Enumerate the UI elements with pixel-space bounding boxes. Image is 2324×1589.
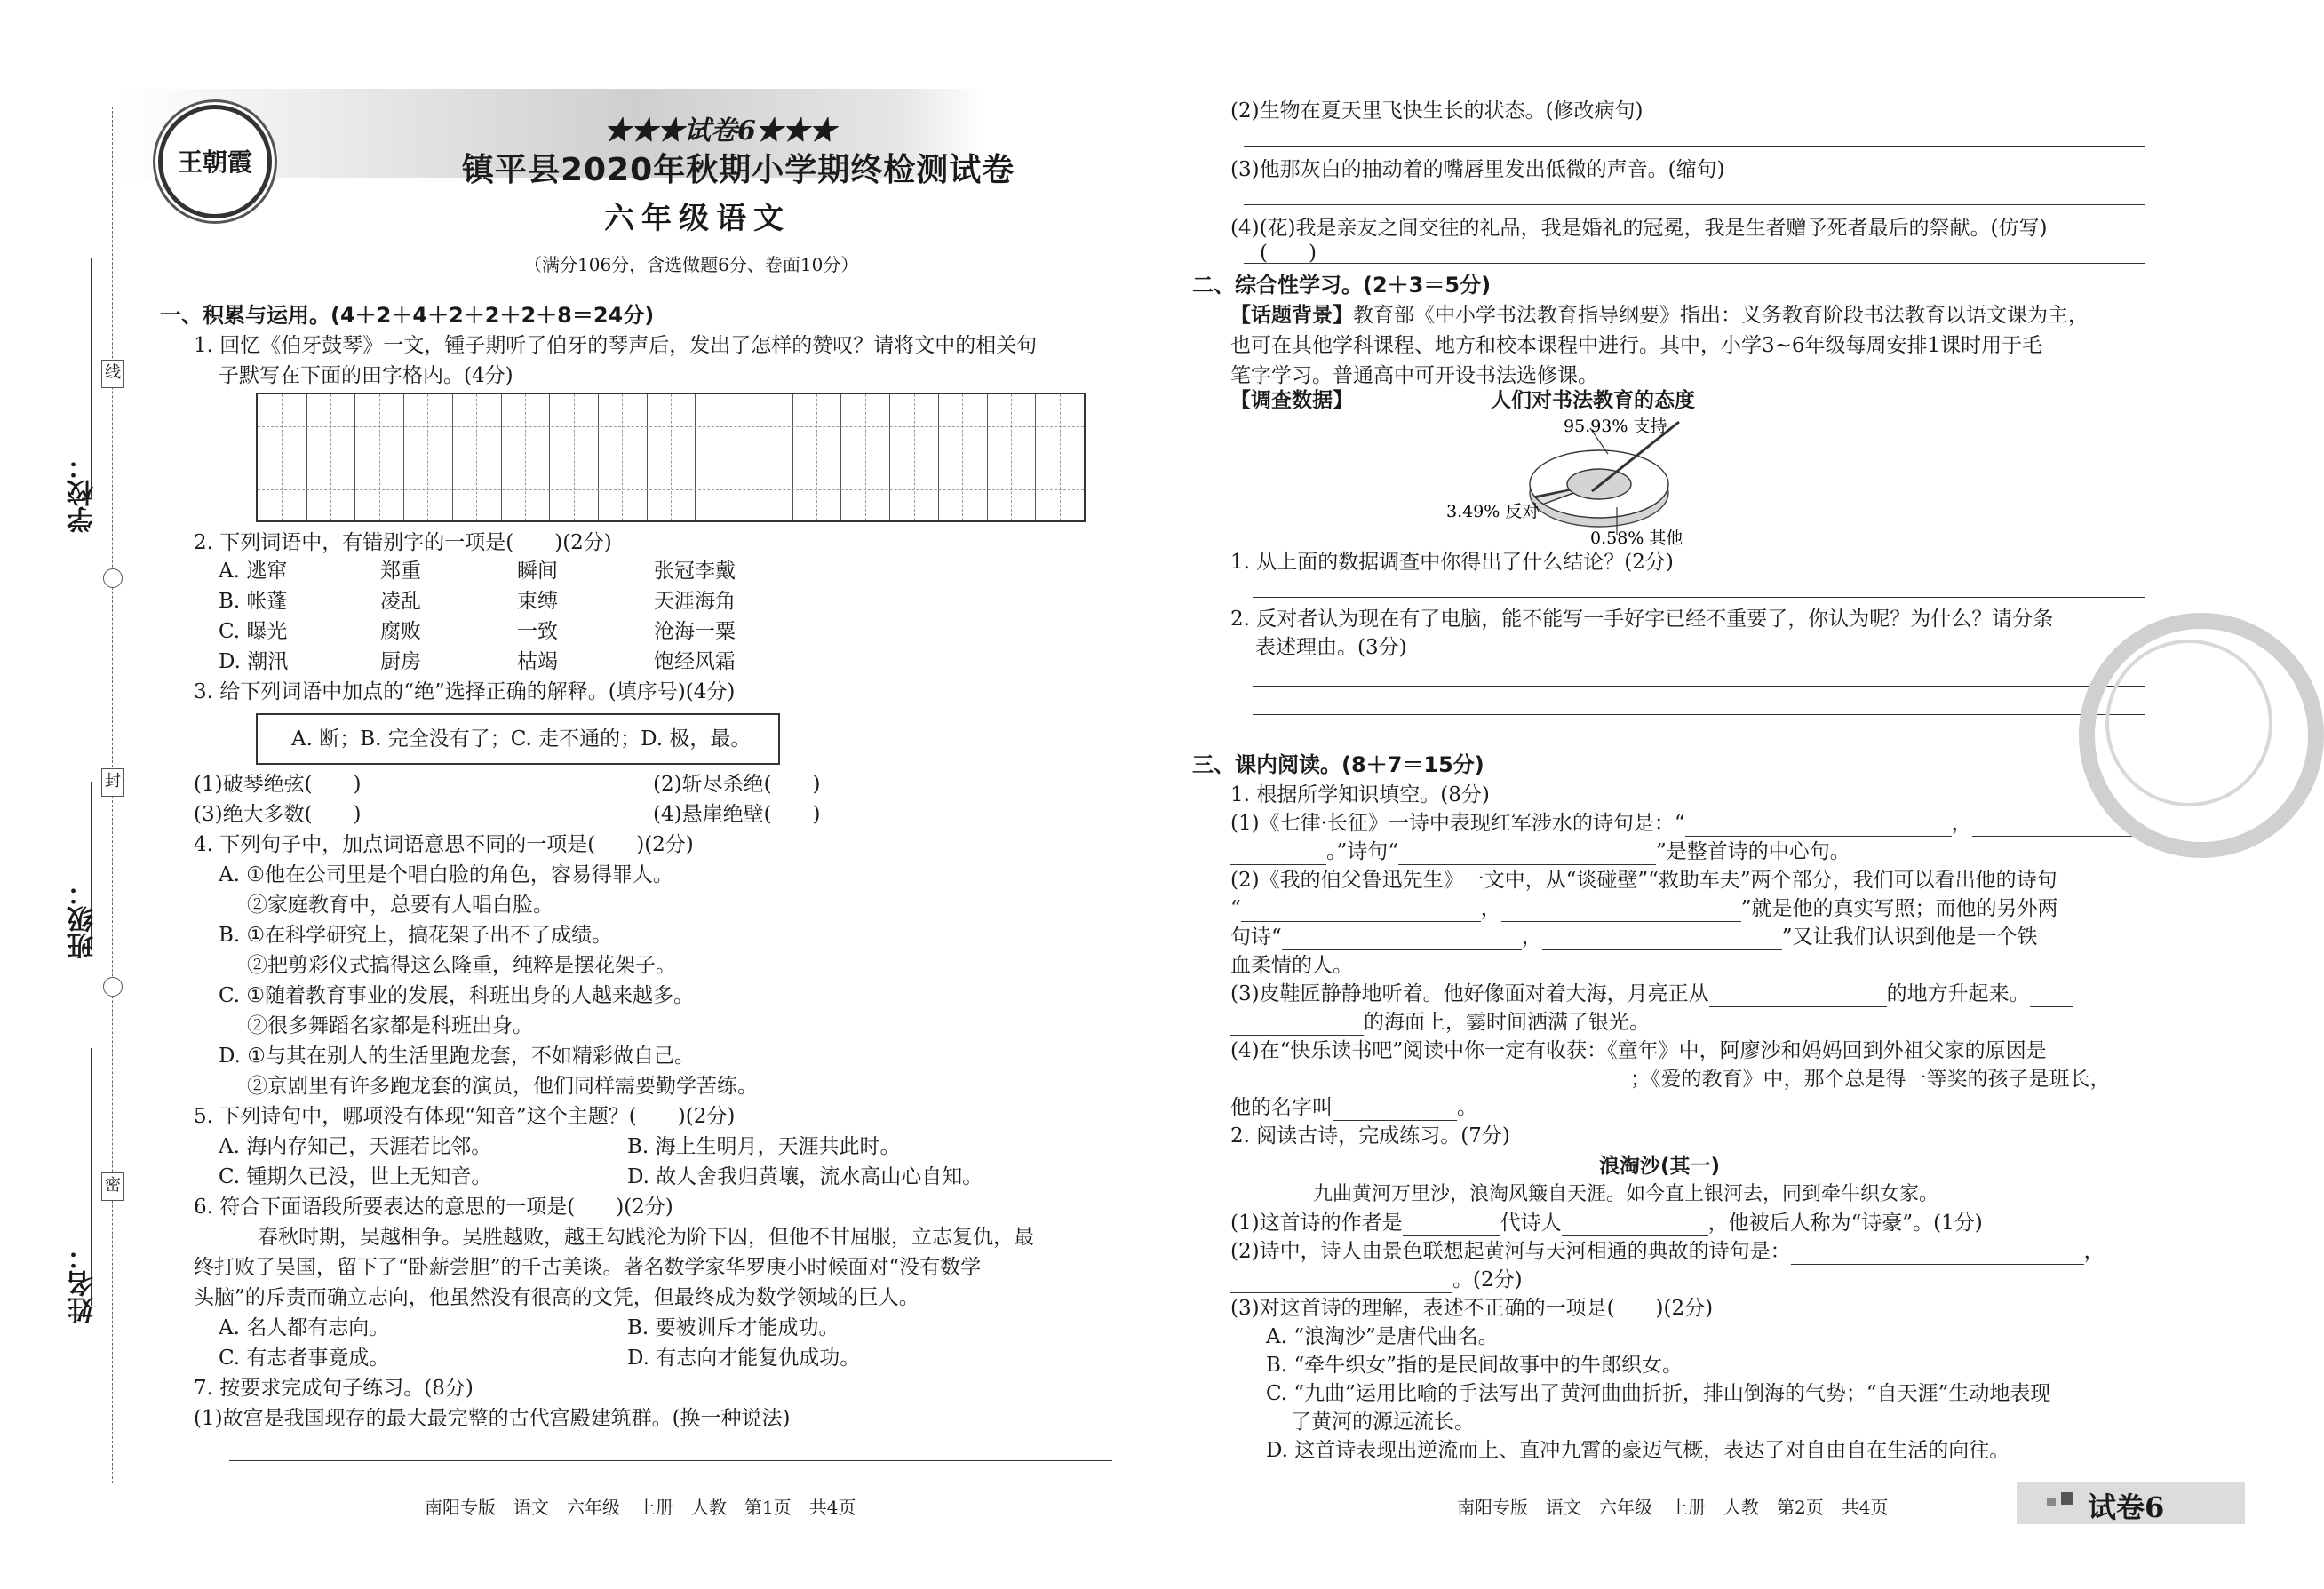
q5-opt: D. 故人舍我归黄壤，流水高山心自知。 bbox=[627, 1165, 983, 1188]
fill-blank[interactable] bbox=[1709, 987, 1887, 1007]
q6-passage: 终打败了吴国，留下了“卧薪尝胆”的千古美谈。著名数学家华罗庚小时候面对“没有数学 bbox=[194, 1256, 982, 1279]
text: ”又让我们认识到他是一个铁 bbox=[1781, 926, 2038, 949]
text: 句诗“ bbox=[1230, 926, 1282, 949]
q3-item[interactable]: (1)破琴绝弦( ) bbox=[194, 773, 362, 796]
q2-opt: 厨房 bbox=[380, 650, 421, 673]
pie-label-support: 95.93% 支持 bbox=[1564, 417, 1667, 436]
grid-guide-line bbox=[962, 394, 963, 520]
poem-q3-opt: A. “浪淘沙”是唐代曲名。 bbox=[1266, 1325, 1499, 1348]
fill-blank[interactable] bbox=[1398, 845, 1656, 865]
grid-guide-line bbox=[525, 394, 526, 520]
fill-blank[interactable] bbox=[1685, 816, 1952, 837]
reading-q1-2b bbox=[1230, 895, 2058, 922]
grid-guide-line bbox=[1011, 394, 1012, 520]
reading-q1-4b bbox=[1230, 1066, 2111, 1092]
q7-1-text: (1)故宫是我国现存的最大最完整的古代宫殿建筑群。(换一种说法) bbox=[194, 1407, 791, 1430]
poem-q2b bbox=[1230, 1267, 1523, 1293]
q6-opt: C. 有志者事竟成。 bbox=[219, 1347, 390, 1370]
chart-title: 人们对书法教育的态度 bbox=[1491, 389, 1695, 412]
grid-column-line bbox=[403, 394, 404, 520]
logo-text: 王朝霞 bbox=[177, 147, 252, 177]
q5-opt: A. 海内存知己，天涯若比邻。 bbox=[219, 1135, 492, 1158]
q4-line: ②京剧里有许多跑龙套的演员，他们同样需要勤学苦练。 bbox=[247, 1075, 758, 1098]
grid-column-line bbox=[598, 394, 599, 520]
grid-column-line bbox=[987, 394, 988, 520]
q3-item[interactable]: (2)斩尽杀绝( ) bbox=[653, 773, 821, 796]
grid-guide-line bbox=[282, 394, 283, 520]
q2-opt: 天涯海角 bbox=[654, 590, 736, 613]
grid-guide-line bbox=[816, 394, 817, 520]
background-line: 也可在其他学科课程、地方和校本课程中进行。其中，小学3~6年级每周安排1课时用于毛 bbox=[1230, 334, 2043, 357]
q4-line: C. ①随着教育事业的发展，科班出身的人越来越多。 bbox=[219, 984, 695, 1007]
poem-q2 bbox=[1230, 1238, 2105, 1265]
q7-text: 7. 按要求完成句子练习。(8分) bbox=[194, 1377, 474, 1400]
q2-opt: 张冠李戴 bbox=[654, 560, 736, 583]
class-label: 班级： bbox=[68, 879, 99, 959]
fill-blank[interactable] bbox=[1791, 1244, 2084, 1265]
q7-2-text: (2)生物在夏天里飞快生长的状态。(修改病句) bbox=[1230, 99, 1644, 123]
grid-guide-line bbox=[914, 394, 915, 520]
q3-definitions: A. 断；B. 完全没有了；C. 走不通的；D. 极，最。 bbox=[291, 727, 752, 751]
grid-guide-line bbox=[574, 394, 575, 520]
fill-blank[interactable] bbox=[1403, 1216, 1500, 1236]
subject-title: 六年级语文 bbox=[604, 201, 791, 236]
text: (2)诗中，诗人由景色联想起黄河与天河相通的典故的诗句是： bbox=[1230, 1240, 1791, 1263]
q2-opt: 瞬间 bbox=[517, 560, 558, 583]
footer-right: 南阳专版 语文 六年级 上册 人教 第2页 共4页 bbox=[1457, 1497, 1889, 1518]
fill-blank[interactable] bbox=[1230, 1273, 1452, 1293]
answer-line[interactable] bbox=[229, 1460, 1112, 1461]
tianzige-grid[interactable] bbox=[256, 393, 1086, 522]
q2-opt: 一致 bbox=[517, 620, 558, 643]
q3-item[interactable]: (4)悬崖绝壁( ) bbox=[653, 803, 821, 826]
answer-line[interactable] bbox=[1253, 686, 2145, 687]
reading-q1-2: (2)《我的伯父鲁迅先生》一文中，从“谈碰壁”“救助车夫”两个部分，我们可以看出他的诗句 bbox=[1230, 869, 2057, 892]
reading-q1-3b bbox=[1230, 1009, 1650, 1036]
text: (1)这首诗的作者是 bbox=[1230, 1212, 1403, 1235]
grid-guide-line bbox=[671, 394, 672, 520]
pie-label-other: 0.58% 其他 bbox=[1590, 528, 1683, 548]
q6-passage: 春秋时期，吴越相争。吴胜越败，越王勾践沦为阶下囚，但他不甘屈服，立志复仇，最 bbox=[258, 1226, 1034, 1249]
answer-line[interactable] bbox=[1244, 204, 2145, 205]
reading-q1-4: (4)在“快乐读书吧”阅读中你一定有收获：《童年》中，阿廖沙和妈妈回到外祖父家的原因是 bbox=[1230, 1039, 2047, 1062]
grid-guide-line bbox=[1060, 394, 1061, 520]
data-label: 【调查数据】 bbox=[1230, 388, 1353, 412]
text: (1)《七律·长征》一诗中表现红军涉水的诗句是：“ bbox=[1230, 812, 1685, 835]
answer-line[interactable] bbox=[1253, 714, 2145, 715]
tab-square-icon bbox=[2061, 1492, 2073, 1505]
q7-4-text: (4)(花)我是亲友之间交往的礼品，我是婚礼的冠冕，我是生者赠予死者最后的祭献。(仿写) bbox=[1230, 217, 2048, 240]
q2-opt: 束缚 bbox=[517, 590, 558, 613]
watermark-seal-inner bbox=[2105, 640, 2272, 806]
comp-q2-text-2: 表述理由。(3分) bbox=[1255, 636, 1407, 659]
paper-tab-badge bbox=[2017, 1482, 2245, 1524]
seal-mark-seal: 封 bbox=[101, 768, 124, 797]
q6-passage: 头脑”的斥责而确立志向，他虽然没有很高的文凭，但最终成为数学领域的巨人。 bbox=[194, 1286, 919, 1309]
q5-opt: B. 海上生明月，天涯共此时。 bbox=[627, 1135, 901, 1158]
reading-q1-1 bbox=[1230, 810, 2141, 837]
comp-q2-text: 2. 反对者认为现在有了电脑，能不能写一手好字已经不重要了，你认为呢？为什么？请分条 bbox=[1230, 608, 2054, 631]
q6-text: 6. 符合下面语段所要表达的意思的一项是( )(2分) bbox=[194, 1196, 673, 1219]
school-label: 学校： bbox=[68, 453, 99, 533]
background-text bbox=[1230, 302, 2089, 329]
fill-blank[interactable] bbox=[1230, 1015, 1364, 1036]
background-line: 笔字学习。普通高中可开设书法选修课。 bbox=[1230, 364, 1598, 387]
q2-opt: A. 逃窜 bbox=[219, 560, 288, 583]
q4-text: 4. 下列句子中，加点词语意思不同的一项是( )(2分) bbox=[194, 833, 694, 856]
q4-line: ②很多舞蹈名家都是科班出身。 bbox=[247, 1014, 533, 1037]
q2-opt: 腐败 bbox=[380, 620, 421, 643]
brand-logo bbox=[158, 105, 272, 218]
text: ， bbox=[1521, 926, 1542, 949]
fill-blank[interactable] bbox=[1562, 1216, 1708, 1236]
grid-guide-line bbox=[330, 394, 331, 520]
q3-definition-box bbox=[256, 713, 780, 765]
reading-q1-2c bbox=[1230, 924, 2038, 950]
q6-opt: D. 有志向才能复仇成功。 bbox=[627, 1347, 861, 1370]
grid-column-line bbox=[1035, 394, 1036, 520]
pie-label-oppose: 3.49% 反对 bbox=[1446, 502, 1540, 521]
grid-column-line bbox=[840, 394, 841, 520]
tab-square-icon bbox=[2047, 1498, 2056, 1506]
text: ， bbox=[2083, 1240, 2105, 1263]
binding-hole-icon bbox=[103, 568, 123, 588]
q6-opt: B. 要被训斥才能成功。 bbox=[627, 1316, 840, 1339]
fill-blank[interactable] bbox=[2030, 987, 2073, 1007]
grid-column-line bbox=[695, 394, 696, 520]
poem-q1 bbox=[1230, 1210, 1983, 1236]
grid-column-line bbox=[792, 394, 793, 520]
q5-text: 5. 下列诗句中，哪项没有体现“知音”这个主题？( )(2分) bbox=[194, 1105, 736, 1128]
paper-series: ★★★试卷6★★★ bbox=[604, 115, 836, 147]
name-label: 姓名： bbox=[68, 1243, 99, 1323]
section-2-title: 二、综合性学习。(2＋3＝5分) bbox=[1192, 273, 1492, 298]
text: ”就是他的真实写照；而他的另外两 bbox=[1740, 897, 2058, 920]
fill-blank[interactable] bbox=[1282, 930, 1522, 950]
grid-guide-line bbox=[865, 394, 866, 520]
poem-text: 九曲黄河万里沙，浪淘风簸自天涯。如今直上银河去，同到牵牛织女家。 bbox=[1313, 1183, 1939, 1205]
text: “ bbox=[1230, 897, 1241, 920]
reading-q1-3 bbox=[1230, 981, 2073, 1007]
text: 他的名字叫 bbox=[1230, 1096, 1333, 1119]
q4-line: B. ①在科学研究上，搞花架子出不了成绩。 bbox=[219, 924, 613, 947]
seal-mark-secret: 密 bbox=[101, 1172, 124, 1201]
poem-title: 浪淘沙(其一) bbox=[1599, 1155, 1721, 1178]
fill-blank[interactable] bbox=[1333, 1100, 1457, 1121]
grid-column-line bbox=[647, 394, 648, 520]
poem-q3: (3)对这首诗的理解，表述不正确的一项是( )(2分) bbox=[1230, 1297, 1714, 1320]
q4-line: ②把剪彩仪式搞得这么隆重，纯粹是摆花架子。 bbox=[247, 954, 676, 977]
reading-q1-2d: 血柔情的人。 bbox=[1230, 954, 1353, 977]
section-3-title: 三、课内阅读。(8＋7＝15分) bbox=[1192, 752, 1484, 777]
q2-opt: 枯竭 bbox=[517, 650, 558, 673]
footer-left: 南阳专版 语文 六年级 上册 人教 第1页 共4页 bbox=[425, 1497, 856, 1518]
reading-q1-text: 1. 根据所学知识填空。(8分) bbox=[1230, 783, 1490, 806]
text: 的地方升起来。 bbox=[1886, 982, 2030, 1005]
text: 的海面上，霎时间洒满了银光。 bbox=[1364, 1011, 1650, 1034]
poem-q3-opt: D. 这首诗表现出逆流而上、直冲九霄的豪迈气概，表达了对自由自在生活的向往。 bbox=[1266, 1439, 2010, 1462]
text: ，他被后人称为“诗豪”。(1分) bbox=[1707, 1212, 1983, 1235]
text: ”是整首诗的中心句。 bbox=[1656, 840, 1850, 863]
text: ， bbox=[1480, 897, 1501, 920]
seal-mark-line: 线 bbox=[101, 360, 124, 388]
grid-guide-line bbox=[427, 394, 428, 520]
reading-q1-4c bbox=[1230, 1094, 1477, 1121]
tab-text: 试卷6 bbox=[2088, 1490, 2165, 1524]
fill-blank[interactable] bbox=[1230, 845, 1326, 865]
grid-guide-line bbox=[476, 394, 477, 520]
q3-text: 3. 给下列词语中加点的“绝”选择正确的解释。(填序号)(4分) bbox=[194, 680, 736, 703]
grid-column-line bbox=[501, 394, 502, 520]
text: ， bbox=[1951, 812, 1972, 835]
text: 。(2分) bbox=[1452, 1268, 1523, 1291]
binding-hole-icon bbox=[103, 977, 123, 997]
q2-opt: C. 曝光 bbox=[219, 620, 288, 643]
q4-line: D. ①与其在别人的生活里跑龙套，不如精彩做自己。 bbox=[219, 1045, 695, 1068]
q2-opt: 沧海一粟 bbox=[654, 620, 736, 643]
reading-q1-1b bbox=[1230, 838, 1850, 865]
q4-line: A. ①他在公司里是个唱白脸的角色，容易得罪人。 bbox=[219, 863, 673, 886]
q1-text: 1. 回忆《伯牙鼓琴》一文，锺子期听了伯牙的琴声后，发出了怎样的赞叹？请将文中的相关句 bbox=[194, 334, 1038, 357]
answer-line[interactable] bbox=[1253, 597, 2145, 598]
section-1-title: 一、积累与运用。(4＋2＋4＋2＋2＋2＋8＝24分) bbox=[160, 303, 655, 328]
text: ；《爱的教育》中，那个总是得一等奖的孩子是班长， bbox=[1630, 1068, 2111, 1091]
fill-blank[interactable] bbox=[1230, 1072, 1630, 1092]
fill-blank[interactable] bbox=[1501, 902, 1741, 922]
text: 代诗人 bbox=[1500, 1212, 1562, 1235]
poem-q3-opt: C. “九曲”运用比喻的手法写出了黄河曲曲折折，排山倒海的气势；“自天涯”生动地表现 bbox=[1266, 1382, 2051, 1405]
q7-3-text: (3)他那灰白的抽动着的嘴唇里发出低微的声音。(缩句) bbox=[1230, 158, 1725, 181]
q7-4-paren[interactable]: ( ) bbox=[1260, 242, 1317, 265]
q1-text-2: 子默写在下面的田字格内。(4分) bbox=[219, 364, 513, 387]
reading-q2-text: 2. 阅读古诗，完成练习。(7分) bbox=[1230, 1124, 1510, 1148]
grid-column-line bbox=[354, 394, 355, 520]
grid-column-line bbox=[889, 394, 890, 520]
q2-opt: 饱经风霜 bbox=[654, 650, 736, 673]
fill-blank[interactable] bbox=[1241, 902, 1481, 922]
attitude-pie-chart bbox=[1446, 409, 1741, 551]
q4-line: ②家庭教育中，总要有人唱白脸。 bbox=[247, 894, 553, 917]
q3-item[interactable]: (3)绝大多数( ) bbox=[194, 803, 362, 826]
text: 。”诗句“ bbox=[1326, 840, 1399, 863]
grid-column-line bbox=[452, 394, 453, 520]
text: (3)皮鞋匠静静地听着。他好像面对着大海，月亮正从 bbox=[1230, 982, 1709, 1005]
background-line: 教育部《中小学书法教育指导纲要》指出：义务教育阶段书法教育以语文课为主， bbox=[1353, 304, 2089, 327]
q6-opt: A. 名人都有志向。 bbox=[219, 1316, 390, 1339]
grid-guide-line bbox=[379, 394, 380, 520]
grid-column-line bbox=[306, 394, 307, 520]
background-label: 【话题背景】 bbox=[1230, 303, 1353, 327]
text: 。 bbox=[1457, 1096, 1477, 1119]
grid-guide-line bbox=[622, 394, 623, 520]
q2-text: 2. 下列词语中，有错别字的一项是( )(2分) bbox=[194, 531, 612, 554]
poem-q3-opt-cont: 了黄河的源远流长。 bbox=[1291, 1410, 1475, 1434]
score-note: （满分106分，含选做题6分、卷面10分） bbox=[524, 254, 859, 275]
page-title: 镇平县2020年秋期小学期终检测试卷 bbox=[462, 152, 1015, 188]
q2-opt: 凌乱 bbox=[380, 590, 421, 613]
q2-opt: D. 潮汛 bbox=[219, 650, 289, 673]
q2-opt: 郑重 bbox=[380, 560, 421, 583]
answer-line[interactable] bbox=[1244, 263, 2145, 264]
comp-q1-text: 1. 从上面的数据调查中你得出了什么结论？(2分) bbox=[1230, 551, 1674, 574]
poem-q3-opt: B. “牵牛织女”指的是民间故事中的牛郎织女。 bbox=[1266, 1354, 1683, 1377]
q2-opt: B. 帐蓬 bbox=[219, 590, 288, 613]
fill-blank[interactable] bbox=[1542, 930, 1782, 950]
grid-column-line bbox=[938, 394, 939, 520]
answer-line[interactable] bbox=[1244, 146, 2145, 147]
grid-column-line bbox=[549, 394, 550, 520]
q5-opt: C. 锺期久已没，世上无知音。 bbox=[219, 1165, 492, 1188]
